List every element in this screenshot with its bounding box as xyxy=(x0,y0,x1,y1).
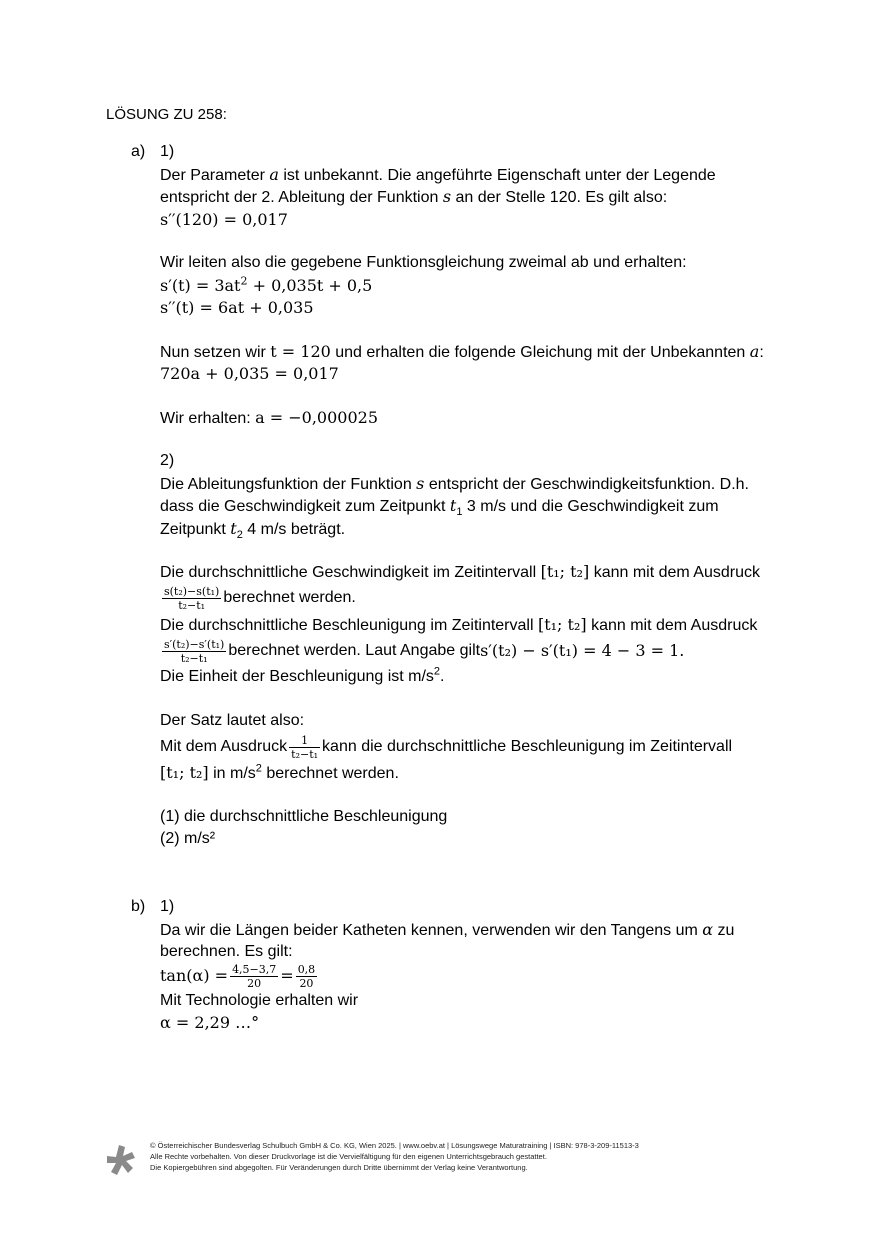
equation: s′′(120) = 0,017 xyxy=(160,209,288,229)
text-line: Die durchschnittliche Geschwindigkeit im Zeitintervall [t₁; t₂] kann mit dem Ausdruck xyxy=(160,562,760,581)
equation: $s'(t) = 3at^2 + 0,035t + 0,5$ xyxy=(160,274,373,295)
text-line: Die Einheit der Beschleunigung ist $m/s^2$. xyxy=(160,665,445,685)
equation: s′′(t) = 6at + 0,035 xyxy=(160,298,314,317)
sub1-number: 1) xyxy=(160,143,175,160)
text-line: Der Parameter a ist unbekannt. Die angeführte Eigenschaft unter der Legende xyxy=(160,164,716,184)
fraction-line: Mit dem Ausdruck $\frac{1}{\text{t₂−t₁}}$ kann die durchschnittliche Beschleunigung im Zeitintervall xyxy=(160,733,733,761)
footer-copyright: © Österreichischer Bundesverlag Schulbuch GmbH & Co. KG, Wien 2025. | www.oebv.at | Lösungswege Maturatraining | ISBN: 978-3-209-11513-3 xyxy=(150,1141,639,1150)
fraction-line: $\frac{\text{s′(t₂)−s′(t₁)}}{\text{t₂−t₁}}$ berechnet werden. Laut Angabe gilt s′(t₂) − s′(t₁) = 4 − 3 = 1. xyxy=(164,637,685,665)
fraction: $\frac{1}{\text{t₂−t₁}}$ xyxy=(291,733,319,761)
text-line: berechnen. Es gilt: xyxy=(160,943,293,960)
equation: 720a + 0,035 = 0,017 xyxy=(160,364,339,383)
part-a-label: a) xyxy=(131,143,146,160)
sub2-number: 2) xyxy=(160,452,175,469)
publisher-logo-icon xyxy=(106,1144,136,1176)
interval: [t₁; t₂] xyxy=(537,614,587,634)
text-line: Nun setzen wir t = 120 und erhalten die folgende Gleichung mit der Unbekannten a: xyxy=(160,341,764,361)
interval: [t₁; t₂] xyxy=(160,763,209,782)
footer-disclaimer: Die Kopiergebühren sind abgegolten. Für Veränderungen durch Dritte übernimmt der Verlag keine Verantwortung. xyxy=(150,1163,528,1172)
text-line: Da wir die Längen beider Katheten kennen, verwenden wir den Tangens um α zu xyxy=(160,919,735,939)
answer-2: (2) m/s² xyxy=(160,830,216,847)
answer-1: (1) die durchschnittliche Beschleunigung xyxy=(160,807,448,825)
fraction-line: $\frac{\text{s(t₂)−s(t₁)}}{\text{t₂−t₁}}$ berechnet werden. xyxy=(164,585,356,612)
part-a-body xyxy=(160,141,800,851)
text-line: [t₁; t₂] in $m/s^2$ berechnet werden. xyxy=(160,762,399,782)
text-line: Mit Technologie erhalten wir xyxy=(160,991,359,1009)
fraction: $\frac{\text{s(t₂)−s(t₁)}}{\text{t₂−t₁}}$ xyxy=(164,585,220,612)
fraction: $\frac{4,5-3,7}{20}$ xyxy=(232,963,277,990)
fraction: $\frac{\text{s′(t₂)−s′(t₁)}}{\text{t₂−t₁}}$ xyxy=(164,637,225,665)
text-line: entspricht der 2. Ableitung der Funktion s an der Stelle 120. Es gilt also: xyxy=(160,187,668,206)
page-title: LÖSUNG ZU 258: xyxy=(106,106,227,123)
text-line: Die durchschnittliche Beschleunigung im Zeitintervall [t₁; t₂] kann mit dem Ausdruck xyxy=(160,614,758,634)
text-line: Der Satz lautet also: xyxy=(160,711,305,729)
part-b-label: b) xyxy=(131,898,146,915)
equation: α = 2,29 …° xyxy=(160,1013,260,1032)
sub1-number: 1) xyxy=(160,898,175,915)
interval: [t₁; t₂] xyxy=(540,562,590,581)
text-line: Wir erhalten: a = −0,000025 xyxy=(160,407,379,427)
text-line: Wir leiten also die gegebene Funktionsgleichung zweimal ab und erhalten: xyxy=(160,254,687,271)
text-line: dass die Geschwindigkeit zum Zeitpunkt $t_1$ 3 m/s und die Geschwindigkeit zum xyxy=(160,496,719,519)
text-line: Zeitpunkt $t_2$ 4 m/s beträgt. xyxy=(160,518,346,541)
part-b-body xyxy=(160,896,800,1035)
fraction: $\frac{0,8}{20}$ xyxy=(297,963,316,990)
text-line: Die Ableitungsfunktion der Funktion s entspricht der Geschwindigkeitsfunktion. D.h. xyxy=(160,473,749,493)
tangent-equation: tan(α) = $\frac{4,5-3,7}{20}$ = $\frac{0,8}{20}$ xyxy=(160,963,316,990)
footer-rights: Alle Rechte vorbehalten. Von dieser Druckvorlage ist die Vervielfältigung für den eigenen Unterrichtsgebrauch gestattet. xyxy=(150,1152,547,1161)
